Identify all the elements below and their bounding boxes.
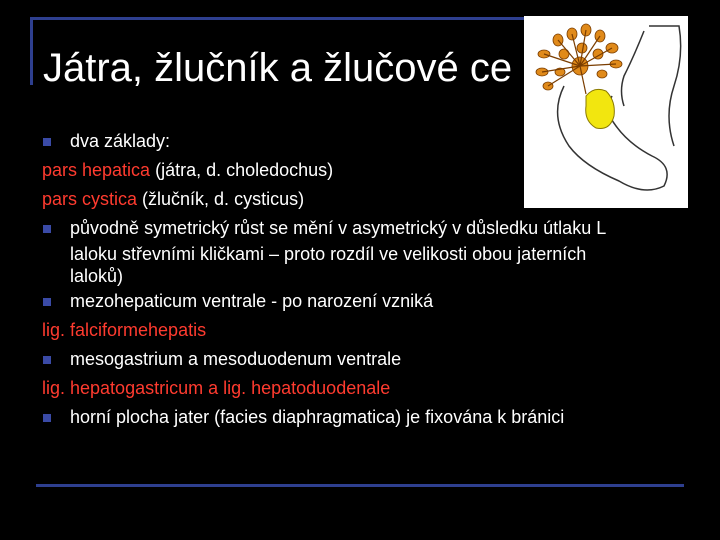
list-item-text: laloků) — [70, 266, 124, 286]
list-item — [42, 287, 682, 316]
title-frame-left — [30, 17, 33, 85]
list-item — [42, 127, 682, 156]
list-item — [42, 214, 682, 243]
slide-title: Játra, žlučník a žlučové ce — [43, 46, 513, 90]
term-highlight: lig. hepatogastricum a lig. hepatoduodenale — [42, 378, 391, 398]
title-frame-top — [30, 17, 535, 20]
slide-body — [42, 127, 682, 432]
list-item — [42, 185, 682, 214]
list-item-text: horní plocha jater (facies diaphragmatica) je fixována k bránici — [70, 407, 565, 427]
bullet-icon — [43, 298, 51, 306]
bullet-icon — [43, 356, 51, 364]
list-item-text: mezohepaticum ventrale - po narození vzniká — [70, 291, 434, 311]
list-item-continuation — [42, 265, 682, 287]
list-item — [42, 156, 682, 185]
list-item — [42, 316, 682, 345]
term-note: (játra, d. choledochus) — [150, 160, 334, 180]
term-note: (žlučník, d. cysticus) — [137, 189, 305, 209]
list-item — [42, 374, 682, 403]
list-item-text: mesogastrium a mesoduodenum ventrale — [70, 349, 402, 369]
term-highlight: lig. falciformehepatis — [42, 320, 207, 340]
bullet-icon — [43, 225, 51, 233]
list-item — [42, 403, 682, 432]
bullet-icon — [43, 138, 51, 146]
term-highlight: pars hepatica — [42, 160, 151, 180]
list-item-text: laloku střevními kličkami – proto rozdíl ve velikosti obou jaterních — [70, 244, 587, 264]
list-item-text: dva základy: — [70, 131, 171, 151]
list-item-continuation — [42, 243, 682, 265]
list-item — [42, 345, 682, 374]
bullet-icon — [43, 414, 51, 422]
list-item-text: původně symetrický růst se mění v asymetrický v důsledku útlaku L — [70, 218, 607, 238]
term-highlight: pars cystica — [42, 189, 138, 209]
bottom-divider — [36, 484, 684, 487]
